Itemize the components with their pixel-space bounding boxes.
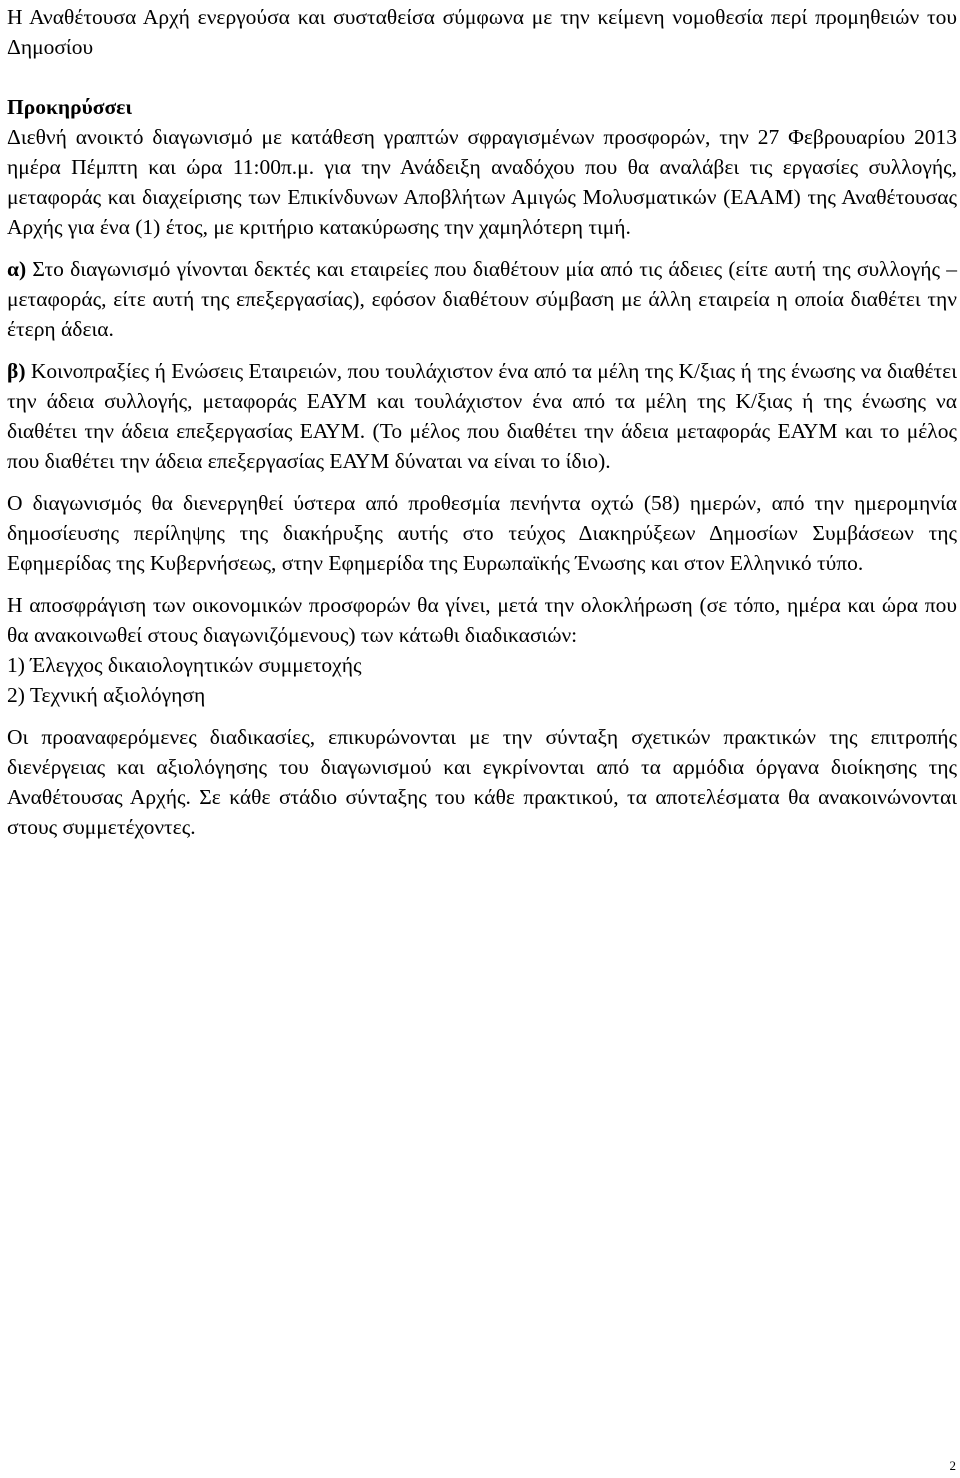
spacer: [7, 62, 957, 92]
spacer: [7, 710, 957, 722]
opening-step: 2) Τεχνική αξιολόγηση: [7, 683, 206, 707]
item-b-label: β): [7, 359, 26, 383]
tender-timing-paragraph: Ο διαγωνισμός θα διενεργηθεί ύστερα από προθεσμία πενήντα οχτώ (58) ημερών, από την ημερομηνία δημοσίευσης περίληψης της διακήρυξης αυτής στο τεύχος Διακηρύξεων Δημοσίων Συμβάσεων της Εφημερίδας της Κυβερνήσεως, στην Εφημερίδα της Ευρωπαϊκής Ένωσης και στον Ελληνικό τύπο.: [7, 491, 957, 575]
opening-paragraph: Η αποσφράγιση των οικονομικών προσφορών θα γίνει, μετά την ολοκλήρωση (σε τόπο, ημέρα και ώρα που θα ανακοινωθεί στους διαγωνιζόμενους) των κάτωθι διαδικασιών:: [7, 593, 957, 647]
spacer: [7, 344, 957, 356]
intro-paragraph: Η Αναθέτουσα Αρχή ενεργούσα και συσταθείσα σύμφωνα με την κείμενη νομοθεσία περί προμηθειών του Δημοσίου: [7, 5, 957, 59]
item-a-label: α): [7, 257, 27, 281]
item-b-paragraph: [7, 356, 957, 476]
document-page: [7, 2, 957, 842]
page-number: 2: [949, 1458, 956, 1473]
opening-step: 1) Έλεγχος δικαιολογητικών συμμετοχής: [7, 653, 362, 677]
item-a-text: Στο διαγωνισμό γίνονται δεκτές και εταιρείες που διαθέτουν μία από τις άδειες (είτε αυτή της συλλογής – μεταφοράς, είτε αυτή της επεξεργασίας), εφόσον διαθέτουν σύμβαση με άλλη εταιρεία η οποία διαθέτει την έτερη άδεια.: [7, 257, 957, 341]
item-a-paragraph: [7, 254, 957, 344]
item-b-text: Κοινοπραξίες ή Ενώσεις Εταιρειών, που τουλάχιστον ένα από τα μέλη της Κ/ξιας ή της ένωσης να διαθέτει την άδεια συλλογής, μεταφοράς ΕΑΥΜ και τουλάχιστον ένα από τα μέλη της Κ/ξιας ή της ένωσης να διαθέτει την άδεια επεξεργασίας ΕΑΥΜ. (Το μέλος που διαθέτει την άδεια μεταφοράς ΕΑΥΜ και το μέλος που διαθέτει την άδεια επεξεργασίας ΕΑΥΜ δύναται να είναι το ίδιο).: [7, 359, 957, 473]
spacer: [7, 578, 957, 590]
closing-paragraph: Οι προαναφερόμενες διαδικασίες, επικυρώνονται με την σύνταξη σχετικών πρακτικών της επιτροπής διενέργειας και αξιολόγησης του διαγωνισμού και εγκρίνονται από τα αρμόδια όργανα διοίκησης της Αναθέτουσας Αρχής. Σε κάθε στάδιο σύνταξης του κάθε πρακτικού, τα αποτελέσματα θα ανακοινώνονται στους συμμετέχοντες.: [7, 725, 957, 839]
spacer: [7, 242, 957, 254]
announcement-paragraph: Διεθνή ανοικτό διαγωνισμό με κατάθεση γραπτών σφραγισμένων προσφορών, την 27 Φεβρουαρίου 2013 ημέρα Πέμπτη και ώρα 11:00π.μ. για την Ανάδειξη αναδόχου που θα αναλάβει τις εργασίες συλλογής, μεταφοράς και διαχείρισης των Επικίνδυνων Αποβλήτων Αμιγώς Μολυσματικών (ΕΑΑΜ) της Αναθέτουσας Αρχής για ένα (1) έτος, με κριτήριο κατακύρωσης την χαμηλότερη τιμή.: [7, 125, 957, 239]
proclamation-heading: Προκηρύσσει: [7, 95, 133, 119]
spacer: [7, 476, 957, 488]
